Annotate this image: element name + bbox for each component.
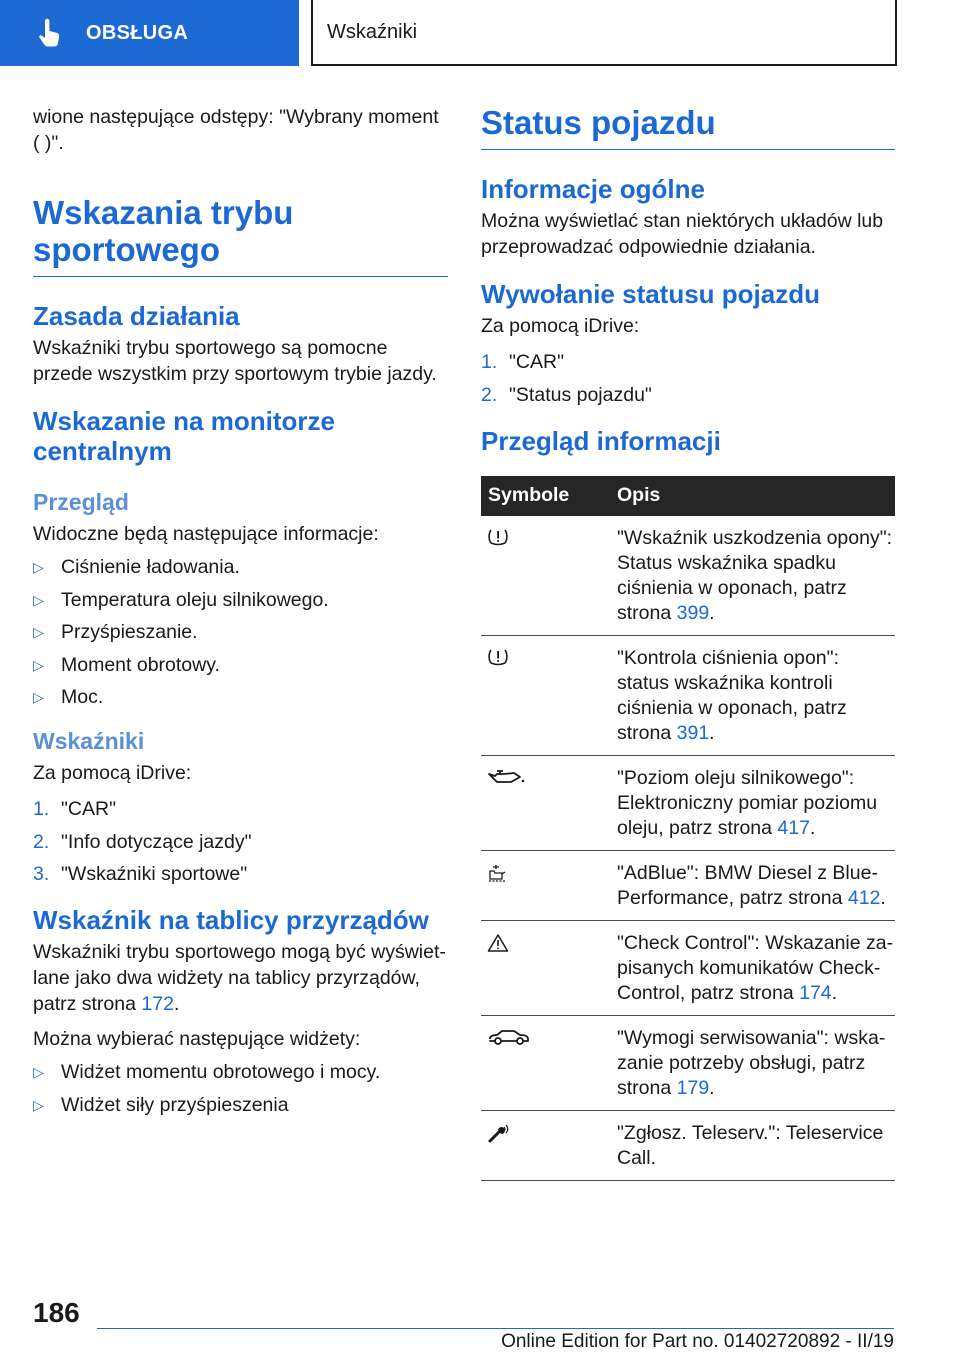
row-description: "Wymogi serwisowania": wskazanie potrzeby obsługi, patrz strona 179.	[617, 1015, 895, 1110]
table-row	[481, 920, 895, 1015]
tire-pressure-icon	[487, 648, 617, 666]
list-item: ▷ Moc.	[33, 686, 104, 708]
overview-text: Widoczne będą następujące informacje:	[33, 523, 379, 545]
steps-list	[33, 796, 448, 887]
page-header	[0, 0, 960, 66]
heading-principle: Zasada działania	[33, 301, 240, 331]
teleservice-wrench-icon	[487, 1123, 617, 1143]
row-description: "Check Control": Wskazanie zapisanych komunikatów Check-Control, patrz strona 174.	[617, 920, 895, 1015]
chapter-label: Wskaźniki	[327, 20, 418, 43]
widgets-list	[33, 1059, 448, 1118]
row-description: "AdBlue": BMW Diesel z BluePerformance, patrz strona 412.	[617, 850, 895, 920]
triangle-bullet-icon: ▷	[33, 624, 44, 640]
list-item: 2. "Info dotyczące jazdy"	[33, 830, 252, 853]
widgets-text: Można wybierać następujące widżety:	[33, 1028, 361, 1050]
page-link[interactable]: 179	[676, 1076, 710, 1099]
heading-info-overview: Przegląd informacji	[481, 425, 721, 456]
page-link[interactable]: 172	[141, 993, 174, 1015]
general-text: Można wyświetlać stan niektórych układów lub przeprowadzać odpowiednie działania.	[481, 210, 884, 258]
oil-can-icon	[487, 768, 617, 788]
row-description: "Zgłosz. Teleserv.": Teleservice Call.	[617, 1110, 895, 1180]
hand-pointer-icon	[38, 18, 64, 48]
triangle-bullet-icon: ▷	[33, 1064, 44, 1080]
cluster-text: Wskaźniki trybu sportowego mogą być wyświetlane jako dwa widżety na tablicy przyrządów, patrz strona 172.	[33, 941, 446, 1015]
column-header-description: Opis	[617, 476, 895, 516]
triangle-bullet-icon: ▷	[33, 689, 44, 705]
list-item: ▷ Moment obrotowy.	[33, 653, 220, 676]
list-item: 1. "CAR"	[33, 798, 117, 820]
overview-list	[33, 554, 448, 710]
table-row	[481, 635, 895, 755]
page-link[interactable]: 417	[777, 816, 810, 839]
heading-general-info: Informacje ogólne	[481, 174, 705, 204]
heading-instrument-cluster: Wskaźnik na tablicy przyrządów	[33, 905, 429, 935]
table-row	[481, 516, 895, 636]
idrive-text: Za pomocą iDrive:	[33, 762, 192, 784]
chapter-tab[interactable]	[311, 0, 897, 66]
list-item: 1. "CAR"	[481, 351, 565, 373]
page-link[interactable]: 174	[799, 981, 832, 1004]
table-row	[481, 1110, 895, 1180]
section-label: OBSŁUGA	[86, 21, 189, 44]
principle-text: Wskaźniki trybu sportowego są pomocne przede wszystkim przy sportowym trybie jazdy.	[33, 337, 437, 385]
list-item: 3. "Wskaźniki sportowe"	[33, 863, 248, 885]
heading-call-status: Wywołanie statusu pojazdu	[481, 279, 821, 309]
column-header-symbols: Symbole	[481, 476, 617, 516]
idrive-text: Za pomocą iDrive:	[481, 315, 640, 337]
intro-text: wione następujące odstępy: "Wybrany moment ( )".	[33, 106, 439, 154]
right-column	[481, 100, 895, 1181]
heading-vehicle-status: Status pojazdu	[481, 104, 895, 150]
page-link[interactable]: 391	[676, 721, 710, 744]
list-item: ▷ Temperatura oleju silnikowego.	[33, 588, 329, 611]
heading-central-monitor: Wskazanie na monitorze centralnym	[33, 406, 335, 466]
adblue-icon	[487, 863, 617, 883]
list-item: ▷ Ciśnienie ładowania.	[33, 556, 240, 578]
warning-triangle-icon	[487, 933, 617, 953]
list-item: ▷ Widżet momentu obrotowego i mocy.	[33, 1061, 381, 1083]
table-row	[481, 755, 895, 850]
steps-list	[481, 349, 895, 408]
table-header-row	[481, 476, 895, 516]
list-item: ▷ Widżet siły przyśpieszenia	[33, 1093, 289, 1116]
row-description: "Kontrola ciśnienia opon": status wskaźnika kontroli ciśnienia w oponach, patrz strona 391.	[617, 635, 895, 755]
table-row	[481, 850, 895, 920]
list-item: ▷ Przyśpieszanie.	[33, 621, 198, 643]
heading-overview: Przegląd	[33, 489, 129, 515]
section-tab[interactable]	[0, 0, 299, 66]
triangle-bullet-icon: ▷	[33, 1096, 44, 1113]
page-link[interactable]: 412	[847, 886, 881, 909]
triangle-bullet-icon: ▷	[33, 656, 44, 673]
tire-warning-icon	[487, 528, 617, 546]
edition-text: Online Edition for Part no. 01402720892 - II/19	[501, 1331, 894, 1352]
service-car-icon	[487, 1028, 617, 1046]
info-table	[481, 476, 895, 1181]
triangle-bullet-icon: ▷	[33, 591, 44, 608]
heading-indicators: Wskaźniki	[33, 728, 145, 754]
left-column	[33, 100, 448, 1124]
table-row	[481, 1015, 895, 1110]
row-description: "Poziom oleju silnikowego": Elektroniczny pomiar poziomu oleju, patrz strona 417.	[617, 755, 895, 850]
list-item: 2. "Status pojazdu"	[481, 383, 652, 406]
page-number: 186	[33, 1297, 80, 1328]
row-description: "Wskaźnik uszkodzenia opony": Status wskaźnika spadku ciśnienia w oponach, patrz strona 399.	[617, 516, 895, 636]
footer-divider	[97, 1328, 894, 1329]
page-link[interactable]: 399	[676, 601, 710, 624]
heading-sport-mode: Wskazania trybu sportowego	[33, 194, 448, 277]
triangle-bullet-icon: ▷	[33, 559, 44, 575]
